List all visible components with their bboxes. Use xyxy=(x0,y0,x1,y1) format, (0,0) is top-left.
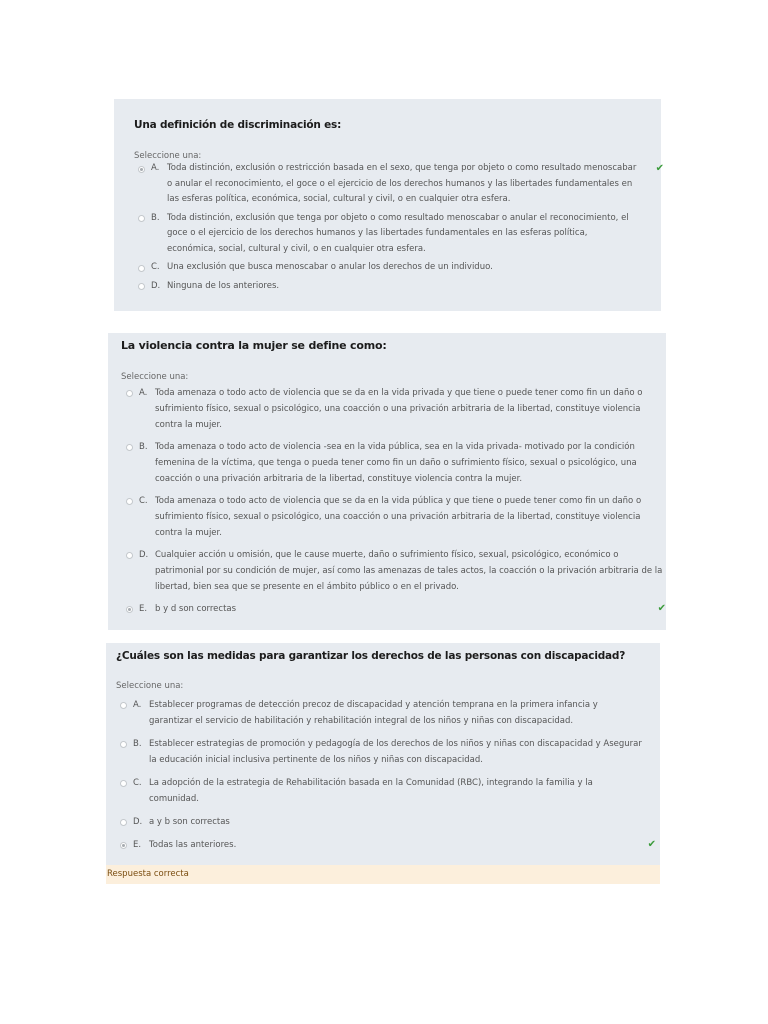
option-text: b y d son correctas xyxy=(155,604,237,614)
radio-button[interactable] xyxy=(120,819,127,826)
radio-button[interactable] xyxy=(126,498,133,505)
option-letter: C. xyxy=(139,496,148,506)
option-text: Establecer programas de detección precoz de discapacidad y atención temprana en la primera infancia y garantizar el servicio de habilitación y rehabilitación integral de los niños y niñas con discapacidad. xyxy=(149,700,598,726)
answer-option-c[interactable] xyxy=(138,260,638,276)
option-letter: D. xyxy=(133,817,143,827)
option-letter: E. xyxy=(139,604,148,614)
option-text: Ninguna de los anteriores. xyxy=(167,280,280,291)
option-text: Toda amenaza o todo acto de violencia que se da en la vida pública y que tiene o puede tener como fin un daño o sufrimiento físico, sexual o psicológico, una coacción o una privación arbitraria de la libertad, constituye violencia contra la mujer. xyxy=(155,496,642,538)
option-letter: A. xyxy=(133,700,142,710)
answer-option-e[interactable] xyxy=(120,837,656,853)
answer-option-c[interactable] xyxy=(126,493,664,541)
question-title: Una definición de discriminación es: xyxy=(134,119,342,131)
answer-option-b[interactable] xyxy=(138,211,638,258)
answer-option-d[interactable] xyxy=(120,814,644,830)
option-text: Una exclusión que busca menoscabar o anular los derechos de un individuo. xyxy=(167,262,493,272)
option-letter: A. xyxy=(139,388,148,398)
answer-option-b[interactable] xyxy=(126,439,664,487)
radio-button[interactable] xyxy=(120,702,127,709)
answer-option-b[interactable] xyxy=(120,736,644,768)
question-title: ¿Cuáles son las medidas para garantizar los derechos de las personas con discapacidad? xyxy=(116,650,626,662)
check-icon: ✔ xyxy=(655,163,664,174)
check-icon: ✔ xyxy=(647,839,656,850)
answer-option-e[interactable] xyxy=(126,601,664,617)
answer-option-c[interactable] xyxy=(120,775,644,807)
option-text: Toda amenaza o todo acto de violencia que se da en la vida privada y que tiene o puede tener como fin un daño o sufrimiento físico, sexual o psicológico, una coacción o una privación arbitraria de la libertad, constituye violencia contra la mujer. xyxy=(155,388,643,430)
answer-option-a[interactable] xyxy=(126,385,664,433)
answer-option-a[interactable] xyxy=(120,697,644,729)
radio-button[interactable] xyxy=(138,215,145,222)
option-letter: D. xyxy=(139,550,149,560)
option-text: Establecer estrategias de promoción y pedagogía de los derechos de los niños y niñas con discapacidad y Asegurar la educación inicial inclusiva pertinente de los niños y niñas con discapacidad. xyxy=(149,739,642,765)
option-letter: A. xyxy=(151,163,160,173)
radio-button[interactable] xyxy=(138,265,145,272)
option-text: Toda distinción, exclusión o restricción basada en el sexo, que tenga por objeto o como resultado menoscabar o anular el reconocimiento, el goce o el ejercicio de los derechos humanos y las libertades fundamentales en las esferas política, económica, social, cultural y civil, o en cualquier otra esfera. xyxy=(167,163,637,204)
answer-option-a[interactable] xyxy=(138,161,664,208)
option-text: Toda distinción, exclusión que tenga por objeto o como resultado menoscabar o anular el reconocimiento, el goce o el ejercicio de los derechos humanos y las libertades fundamentales en las esferas política, económica, social, cultural y civil, o en cualquier otra esfera. xyxy=(167,212,629,254)
radio-button[interactable] xyxy=(120,842,127,849)
answer-options xyxy=(120,697,656,860)
question-prompt: Seleccione una: xyxy=(134,151,202,161)
question-prompt: Seleccione una: xyxy=(121,372,189,382)
radio-button[interactable] xyxy=(126,606,133,613)
radio-button[interactable] xyxy=(126,444,133,451)
radio-button[interactable] xyxy=(138,166,145,173)
option-letter: B. xyxy=(151,212,160,223)
option-text: Toda amenaza o todo acto de violencia -sea en la vida pública, sea en la vida privada- motivado por la condición femenina de la víctima, que tenga o pueda tener como fin un daño o sufrimiento físico, sexual o psicológico, una coacción o una privación arbitraria de la libertad, constituye violencia contra la mujer. xyxy=(155,442,637,484)
option-letter: C. xyxy=(133,778,142,788)
option-letter: B. xyxy=(133,739,142,749)
radio-button[interactable] xyxy=(126,390,133,397)
radio-button[interactable] xyxy=(138,283,145,290)
question-card-3 xyxy=(106,643,660,865)
question-card-2 xyxy=(108,333,666,630)
radio-button[interactable] xyxy=(120,780,127,787)
feedback-banner: Respuesta correcta xyxy=(106,865,660,884)
option-letter: B. xyxy=(139,442,148,452)
option-text: Todas las anteriores. xyxy=(149,840,237,850)
option-letter: C. xyxy=(151,262,160,272)
option-text: La adopción de la estrategia de Rehabilitación basada en la Comunidad (RBC), integrando la familia y la comunidad. xyxy=(149,778,593,804)
question-card-1 xyxy=(114,99,664,311)
radio-button[interactable] xyxy=(126,552,133,559)
check-icon: ✔ xyxy=(657,603,666,614)
answer-option-d[interactable] xyxy=(126,547,664,595)
question-title: La violencia contra la mujer se define como: xyxy=(121,339,387,352)
radio-button[interactable] xyxy=(120,741,127,748)
option-text: Cualquier acción u omisión, que le cause muerte, daño o sufrimiento físico, sexual, psicológico, económico o patrimonial por su condición de mujer, así como las amenazas de tales actos, la coacción o la privación arbitraria de la libertad, bien sea que se presente en el ámbito público o en el privado. xyxy=(155,550,663,592)
answer-options xyxy=(126,385,664,623)
answer-options xyxy=(138,161,664,297)
option-text: a y b son correctas xyxy=(149,817,230,827)
option-letter: D. xyxy=(151,280,161,291)
option-letter: E. xyxy=(133,840,142,850)
answer-option-d[interactable] xyxy=(138,279,638,295)
question-prompt: Seleccione una: xyxy=(116,681,184,691)
